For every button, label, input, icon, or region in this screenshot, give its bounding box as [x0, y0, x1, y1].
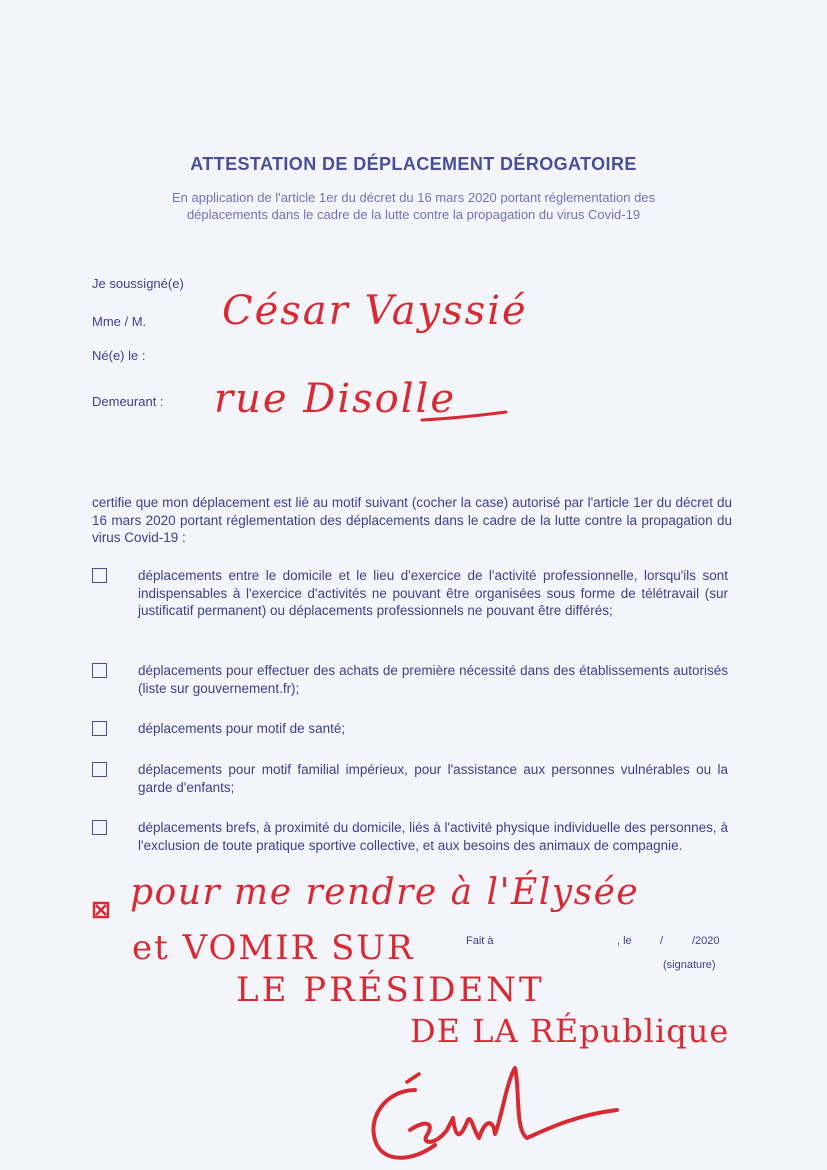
option-purchases-text: déplacements pour effectuer des achats de première nécessité dans des établissements autorisés (liste sur gouvernement.fr);: [138, 663, 728, 696]
certifie-paragraph: certifie que mon déplacement est lié au motif suivant (cocher la case) autorisé par l'article 1er du décret du 16 mars 2020 portant réglementation des déplacements dans le cadre de la lutte contre la propagation du virus Covid-19 :: [92, 495, 732, 545]
date-separator: /: [660, 935, 664, 947]
checkbox-health[interactable]: [92, 721, 107, 736]
born-label: Né(e) le :: [92, 348, 146, 363]
address-underline-stroke: [420, 408, 510, 428]
option-sport-text: déplacements brefs, à proximité du domicile, liés à l'activité physique individuelle des personnes, à l'exclusion de toute pratique sportive collective, et aux besoins des animaux de compagnie.: [138, 820, 728, 853]
handwritten-line-3: LE PRÉSIDENT: [236, 970, 545, 1010]
address-handwritten-value: rue Disolle: [214, 376, 456, 422]
date-le-label: , le: [617, 935, 632, 947]
checkbox-sport[interactable]: [92, 820, 107, 835]
handwritten-checked-box[interactable]: [92, 901, 112, 921]
date-year: /2020: [692, 935, 720, 947]
option-health-text: déplacements pour motif de santé;: [138, 721, 346, 736]
soussigne-label: Je soussigné(e): [92, 276, 184, 291]
checkbox-family[interactable]: [92, 762, 107, 777]
option-professional-text: déplacements entre le domicile et le lieu d'exercice de l'activité professionnelle, lorsqu'ils sont indispensables à l'exercice d'activités ne pouvant être organisées sous forme de télétravail (sur justificatif permanent) ou déplacements professionnels ne pouvant être différés;: [138, 568, 728, 618]
subtitle-line-1: En application de l'article 1er du décret du 16 mars 2020 portant réglementation des: [171, 190, 656, 205]
handwritten-line-2: et VOMIR SUR: [132, 928, 415, 968]
subtitle-line-2: déplacements dans le cadre de la lutte contre la propagation du virus Covid-19: [186, 207, 641, 222]
handwritten-line-1: pour me rendre à l'Élysée: [130, 872, 640, 913]
option-family-text: déplacements pour motif familial impérieux, pour l'assistance aux personnes vulnérables ou la garde d'enfants;: [138, 762, 728, 795]
address-label: Demeurant :: [92, 394, 164, 409]
document-title: ATTESTATION DE DÉPLACEMENT DÉROGATOIRE: [190, 154, 637, 174]
fait-a-label: Fait à: [466, 935, 494, 947]
document-subtitle: [110, 189, 717, 223]
signature-scribble: [355, 1060, 625, 1170]
signature-label: (signature): [663, 959, 716, 971]
name-handwritten-value: César Vayssié: [222, 288, 528, 334]
checkbox-professional[interactable]: [92, 568, 107, 583]
handwritten-line-4: DE LA RÉpublique: [410, 1012, 730, 1050]
checkbox-purchases[interactable]: [92, 663, 107, 678]
name-label: Mme / M.: [92, 314, 147, 329]
